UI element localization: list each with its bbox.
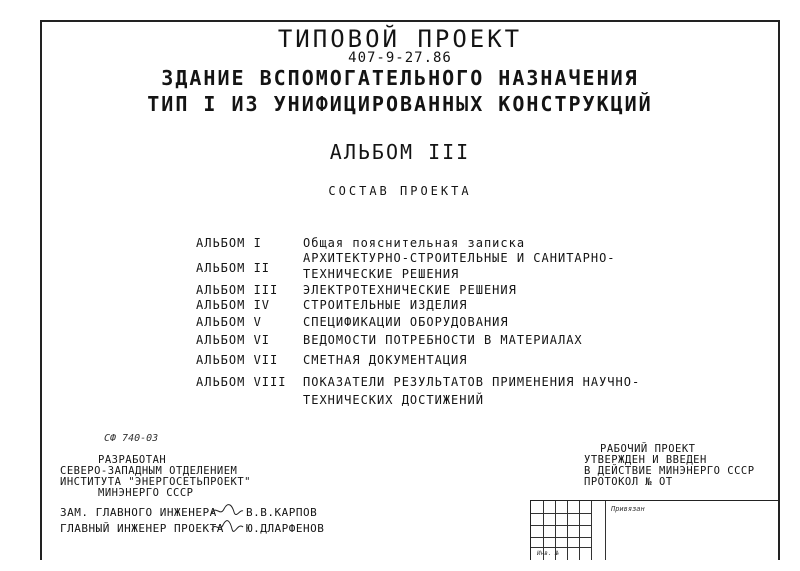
building-type-title: ТИП I ИЗ УНИФИЦИРОВАННЫХ КОНСТРУКЦИЙ xyxy=(147,92,653,116)
approval-line: УТВЕРЖДЕН И ВВЕДЕН xyxy=(584,454,707,466)
album-label: АЛЬБОМ IV xyxy=(196,298,271,312)
stamp-divider xyxy=(579,501,580,560)
album-description: Общая пояснительная записка xyxy=(303,236,526,250)
developer-line: РАЗРАБОТАН xyxy=(98,454,167,466)
album-description: АРХИТЕКТУРНО-СТРОИТЕЛЬНЫЕ И САНИТАРНО- xyxy=(303,251,616,265)
album-description: СПЕЦИФИКАЦИИ ОБОРУДОВАНИЯ xyxy=(303,315,509,329)
album-label: АЛЬБОМ II xyxy=(196,261,271,275)
binding-stamp-table xyxy=(530,500,780,560)
stamp-divider xyxy=(605,501,606,560)
album-label: АЛЬБОМ VIII xyxy=(196,375,287,389)
approval-line: РАБОЧИЙ ПРОЕКТ xyxy=(600,443,696,455)
album-description: ТЕХНИЧЕСКИЕ РЕШЕНИЯ xyxy=(303,267,460,281)
deputy-chief-engineer-title: ЗАМ. ГЛАВНОГО ИНЖЕНЕРА xyxy=(60,506,217,519)
archive-cipher: СФ 740-03 xyxy=(104,433,159,444)
album-description: ЭЛЕКТРОТЕХНИЧЕСКИЕ РЕШЕНИЯ xyxy=(303,283,517,297)
chief-project-engineer-name: Ю.ДЛАРФЕНОВ xyxy=(246,522,325,535)
deputy-chief-engineer-name: В.В.КАРПОВ xyxy=(246,506,318,519)
stamp-inventory-label: Инв. № xyxy=(537,550,559,557)
chief-signature xyxy=(210,518,244,534)
developer-line: ИНСТИТУТА "ЭНЕРГОСЕТЬПРОЕКТ" xyxy=(60,476,252,488)
stamp-row-line xyxy=(531,513,591,514)
chief-project-engineer-title: ГЛАВНЫЙ ИНЖЕНЕР ПРОЕКТА xyxy=(60,522,224,535)
stamp-row-line xyxy=(531,547,591,548)
building-title: ЗДАНИЕ ВСПОМОГАТЕЛЬНОГО НАЗНАЧЕНИЯ xyxy=(161,66,639,90)
stamp-divider xyxy=(591,501,592,560)
developer-line: МИНЭНЕРГО СССР xyxy=(98,487,194,499)
approval-line: В ДЕЙСТВИЕ МИНЭНЕРГО СССР xyxy=(584,465,755,477)
stamp-row-line xyxy=(531,525,591,526)
album-label: АЛЬБОМ I xyxy=(196,236,262,250)
contents-title: СОСТАВ ПРОЕКТА xyxy=(328,184,472,198)
stamp-divider xyxy=(567,501,568,560)
deputy-signature xyxy=(210,503,244,517)
album-description: ТЕХНИЧЕСКИХ ДОСТИЖЕНИЙ xyxy=(303,393,484,407)
project-number: 407-9-27.86 xyxy=(348,50,452,66)
album-description: СМЕТНАЯ ДОКУМЕНТАЦИЯ xyxy=(303,353,468,367)
album-label: АЛЬБОМ VII xyxy=(196,353,279,367)
album-description: ВЕДОМОСТИ ПОТРЕБНОСТИ В МАТЕРИАЛАХ xyxy=(303,333,583,347)
album-description: ПОКАЗАТЕЛИ РЕЗУЛЬТАТОВ ПРИМЕНЕНИЯ НАУЧНО- xyxy=(303,375,641,389)
album-title: АЛЬБОМ III xyxy=(329,140,471,164)
developer-line: СЕВЕРО-ЗАПАДНЫМ ОТДЕЛЕНИЕМ xyxy=(60,465,238,477)
album-description: СТРОИТЕЛЬНЫЕ ИЗДЕЛИЯ xyxy=(303,298,468,312)
project-type-title: ТИПОВОЙ ПРОЕКТ xyxy=(277,25,523,53)
album-label: АЛЬБОМ V xyxy=(196,315,262,329)
album-label: АЛЬБОМ VI xyxy=(196,333,271,347)
stamp-row-line xyxy=(531,537,591,538)
album-label: АЛЬБОМ III xyxy=(196,283,279,297)
stamp-binding-label: Привязан xyxy=(611,505,645,513)
approval-line: ПРОТОКОЛ № ОТ xyxy=(584,476,673,488)
